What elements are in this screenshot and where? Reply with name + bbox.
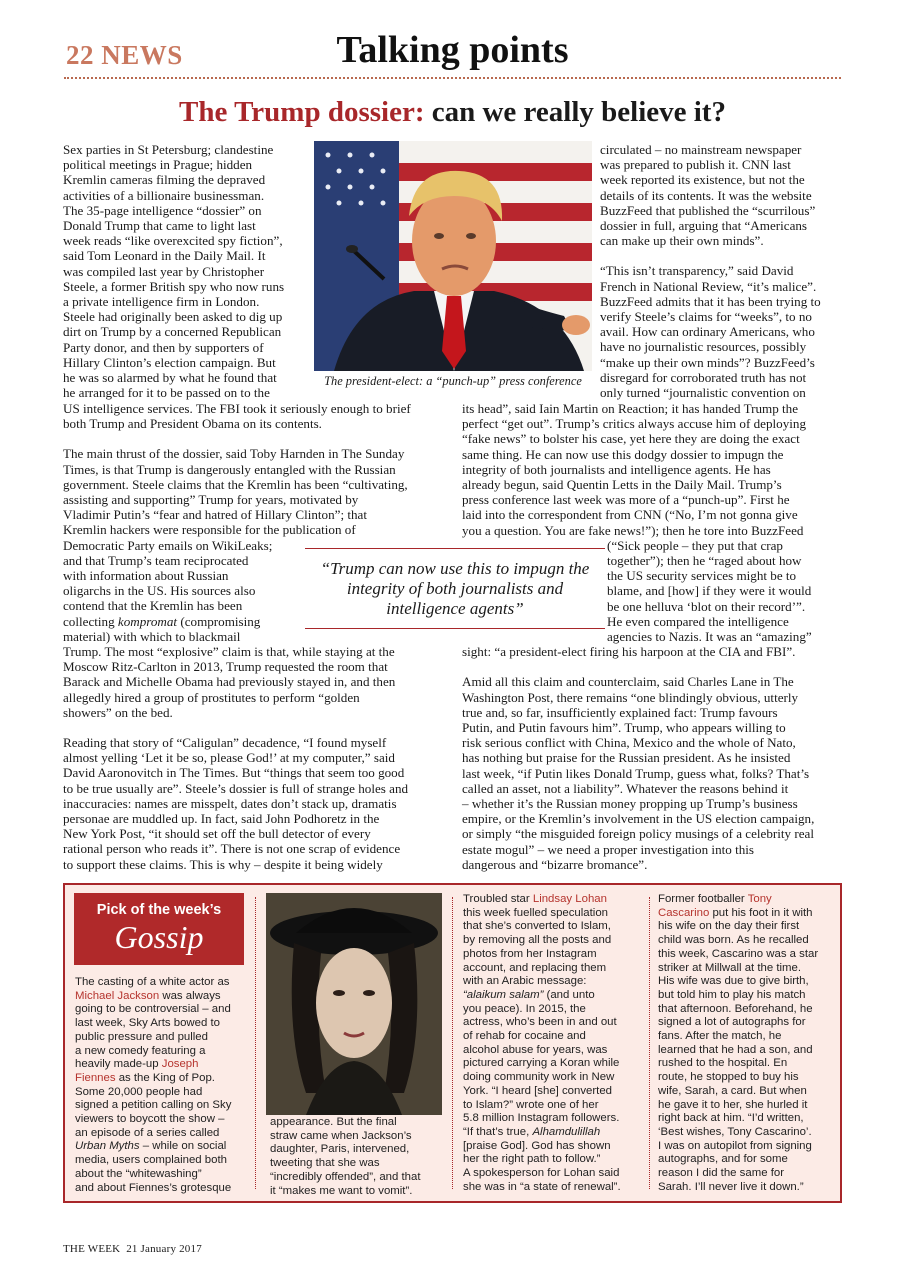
text-line: Donald Trump that came to light last <box>63 218 256 234</box>
text-line: child was born. As he recalled <box>658 934 809 947</box>
text-span: put his foot in it with <box>709 906 813 919</box>
text-line: The casting of a white actor as <box>75 976 230 988</box>
text-line: a new comedy featuring a <box>75 1044 206 1057</box>
text-line: Amid all this claim and counterclaim, said Charles Lane in The <box>462 674 794 690</box>
text-line: dirt on Trump by a concerned Republican <box>63 324 282 340</box>
person-name: Michael Jackson <box>75 989 160 1002</box>
text-line: to support these claims. This is why – despite it being widely <box>63 856 383 872</box>
gossip-banner-word: Gossip <box>114 919 204 955</box>
text-line: New York Post, “it should set off the bull detector of every <box>63 826 371 842</box>
text-line: Sex parties in St Petersburg; clandestine <box>63 142 274 157</box>
text-span: – while on social <box>139 1140 227 1153</box>
text-line: estate mogul” – we need a proper investigation into this <box>462 841 754 857</box>
text-line: A spokesperson for Lohan said <box>463 1167 620 1180</box>
text-line: both Trump and President Obama on its contents. <box>63 416 322 432</box>
text-line: that she’s converted to Islam, <box>463 920 611 933</box>
text-line: only turned “journalistic convention on <box>600 385 806 401</box>
text-line: can make up their own minds”. <box>600 233 764 249</box>
gossip-column-2 <box>270 1116 454 1198</box>
section-label: 22 NEWS <box>66 40 183 70</box>
text-line: it “makes me want to vomit”. <box>270 1184 413 1197</box>
arabic-phrase: “alaikum salam” <box>463 988 544 1001</box>
text-line: risk serious conflict with China, Mexico and the whole of Nato, <box>462 735 796 751</box>
text-line: BuzzFeed that published the “scurrilous” <box>600 202 816 218</box>
text-line: or simply “the misguided foreign policy musings of a celebrity real <box>462 826 814 842</box>
text-line: US intelligence services. The FBI took it seriously enough to brief <box>63 401 411 416</box>
text-line: together”); then he “raged about how <box>607 553 802 569</box>
text-line: appearance. But the final <box>270 1116 397 1128</box>
text-line: Times, is that Trump is dangerously entangled with the Russian <box>63 461 396 477</box>
trump-photo <box>314 141 592 371</box>
text-line: this week, Cascarino was a star <box>658 947 819 960</box>
text-line: dangerous and “bizarre bromance”. <box>462 856 648 872</box>
text-line: but told him to play his match <box>658 988 806 1001</box>
jackson-photo <box>266 893 442 1115</box>
text-line: wife, Sarah, a card. But when <box>658 1084 807 1097</box>
text-line: Party donor, and then by supporters of <box>63 339 264 355</box>
text-line: Kremlin cameras filming the depraved <box>63 172 266 188</box>
text-line: personae are muddled up. In fact, said John Podhoretz in the <box>63 811 380 827</box>
text-line: with an Arabic message: <box>463 975 587 988</box>
text-line: Hillary Clinton’s election campaign. But <box>63 354 276 370</box>
text-span: heavily made-up <box>75 1058 162 1071</box>
gossip-banner <box>74 893 244 965</box>
text-line: and that Trump’s team reciprocated <box>63 552 249 568</box>
text-line: details of its contents. It was the website <box>600 187 812 203</box>
text-line: Trump. The most “explosive” claim is that, while staying at the <box>63 644 395 660</box>
text-line: The main thrust of the dossier, said Toby Harnden in The Sunday <box>63 446 405 462</box>
text-line <box>75 1140 257 1154</box>
text-line: right back at him. “I’d written, <box>658 1112 804 1125</box>
text-line: that afternoon. Beforehand, he <box>658 1002 813 1015</box>
text-line: French in National Review, “it’s malice”. <box>600 278 817 294</box>
text-line: verify Steele’s claims for “weeks”, to no <box>600 309 812 325</box>
text-line: perfect “get out”. Trump’s critics always accuse him of deploying <box>462 416 806 432</box>
text-line: going to be controversial – and <box>75 1003 231 1016</box>
text-line: an episode of a series called <box>75 1126 220 1139</box>
person-name: Tony <box>747 893 772 905</box>
text-line: doing community work in New <box>463 1071 615 1084</box>
text-line: Vladimir Putin’s “fear and hatred of Hillary Clinton”; that <box>63 507 367 523</box>
text-line: he gave it to her, she hurled it <box>658 1098 808 1111</box>
text-line: week reported its existence, but not the <box>600 172 805 188</box>
text-span: Former footballer <box>658 893 748 905</box>
text-line: The 35-page intelligence “dossier” on <box>63 202 262 218</box>
text-line: “incredibly offended”, and that <box>270 1170 421 1183</box>
text-line: straw came when Jackson’s <box>270 1129 412 1142</box>
text-span: (and unto <box>543 988 595 1001</box>
text-line: agencies to Nazis. It was an “amazing” <box>607 629 812 645</box>
text-line <box>463 893 651 907</box>
text-line: He even compared the intelligence <box>607 613 789 629</box>
text-line: her the right path to follow.” <box>463 1153 601 1166</box>
text-line: she was in “a state of renewal”. <box>463 1180 621 1193</box>
text-line: laid into the correspondent from CNN (“No, I’m not gonna give <box>462 507 798 523</box>
text-line: the US security services might be to <box>607 568 797 584</box>
pull-quote: “Trump can now use this to impugn the integrity of both journalists and intelligence agents” <box>305 548 605 629</box>
page-footer: THE WEEK 21 January 2017 <box>63 1243 202 1255</box>
text-line: by removing all the posts and <box>463 934 612 947</box>
text-line: press conference last week was more of a “punch-up”. First he <box>462 492 790 508</box>
text-line: David Aaronovitch in The Times. But “things that seem too good <box>63 765 405 781</box>
text-line: Putin, and Putin favours him”. Trump, who appears willing to <box>462 720 786 736</box>
text-line: of rehab for cocaine and <box>463 1030 586 1043</box>
text-span: Troubled star <box>463 893 533 905</box>
text-line: rushed to the hospital. En <box>658 1057 788 1070</box>
gossip-column-3 <box>463 893 651 1194</box>
article-right-lower <box>462 401 845 872</box>
text-line <box>75 1058 257 1072</box>
text-line: he arranged for it to be passed on to the <box>63 385 270 401</box>
jackson-photo-illustration <box>266 893 442 1115</box>
text-line: oligarchs in the US. His sources also <box>63 583 256 599</box>
text-line: public pressure and pulled <box>75 1030 208 1043</box>
text-line: was prepared to publish it. CNN last <box>600 157 791 173</box>
text-line: political meetings in Prague; hidden <box>63 157 253 173</box>
text-line: actress, who’s been in and out <box>463 1016 617 1029</box>
text-line: Democratic Party emails on WikiLeaks; <box>63 537 273 553</box>
text-line: already begun, said Quentin Letts in the Daily Mail. Trump’s <box>462 477 782 493</box>
text-span: was always <box>159 989 221 1002</box>
article-left-column <box>63 142 313 400</box>
text-line: autographs, and for some <box>658 1153 788 1166</box>
text-line: Barack and Michelle Obama had previously stayed in, and then <box>63 674 396 690</box>
text-line: daughter, Paris, intervened, <box>270 1143 410 1156</box>
text-line: striker at Millwall at the time. <box>658 961 802 974</box>
show-title: Urban Myths <box>75 1140 140 1153</box>
text-line: York. “I heard [she] converted <box>463 1084 613 1097</box>
text-line: last week, Sky Arts bowed to <box>75 1017 220 1030</box>
text-line: “This isn’t transparency,” said David <box>600 263 794 279</box>
text-line <box>463 1126 651 1140</box>
text-line: rational person who reads it”. There is not one scrap of evidence <box>63 841 401 857</box>
text-line: 5.8 million Instagram followers. <box>463 1112 620 1125</box>
article-right-top <box>600 142 845 400</box>
gossip-column-4 <box>658 893 838 1194</box>
text-line <box>75 990 257 1004</box>
text-line: you a question. You are fake news!”); then he tore into BuzzFeed <box>462 522 804 538</box>
text-line: ‘Best wishes, Tony Cascarino’. <box>658 1125 812 1138</box>
text-line: account, and replacing them <box>463 961 607 974</box>
text-line: integrity of both journalists and intelligence agents. He has <box>462 461 771 477</box>
text-line: Kremlin hackers were responsible for the publication of <box>63 522 356 538</box>
text-line: Washington Post, there remains “one blindingly obvious, utterly <box>462 689 799 705</box>
text-line: disregard for corroborated truth has not <box>600 369 807 385</box>
text-line: (“Sick people – they put that crap <box>607 537 783 553</box>
text-line: pictured carrying a Koran while <box>463 1057 620 1070</box>
person-name: Cascarino <box>658 906 710 919</box>
text-line: assisting and supporting” Trump for years, motivated by <box>63 492 359 508</box>
text-span: as the King of Pop. <box>115 1071 215 1084</box>
text-line: Moscow Ritz-Carlton in 2013, Trump requested the room that <box>63 659 388 675</box>
text-line: be one helluva ‘blot on their record’”. <box>607 598 806 614</box>
kompromat-term: kompromat <box>117 613 178 629</box>
text-line: a private intelligence firm in London. <box>63 294 260 310</box>
text-line: media, users complained both <box>75 1154 227 1167</box>
text-line: called an asset, not a liability”. Whatever the reasons behind it <box>462 780 789 796</box>
text-line <box>463 989 651 1003</box>
text-line: circulated – no mainstream newspaper <box>600 142 802 157</box>
text-line: I was on autopilot from signing <box>658 1139 812 1152</box>
text-span: (compromising <box>177 613 261 629</box>
text-line: with information about Russian <box>63 568 229 584</box>
text-line: viewers to boycott the show – <box>75 1113 225 1126</box>
text-line: true and, so far, insufficiently explained fact: Trump favours <box>462 704 778 720</box>
text-line: photos from her Instagram <box>463 947 597 960</box>
text-line: showers” on the bed. <box>63 704 173 720</box>
text-line: its head”, said Iain Martin on Reaction; it has handed Trump the <box>462 401 799 416</box>
text-line: has nothing but praise for the Russian president. As he insisted <box>462 750 791 766</box>
text-line: Some 20,000 people had <box>75 1085 203 1098</box>
text-line: material) with which to blackmail <box>63 628 241 644</box>
text-line <box>658 893 838 907</box>
text-line: same thing. He can now use this dodgy dossier to impugn the <box>462 446 784 462</box>
text-line: this week fuelled speculation <box>463 906 609 919</box>
text-line: tweeting that she was <box>270 1157 380 1170</box>
text-line: alcohol abuse for years, was <box>463 1043 608 1056</box>
text-span: “If that’s true, <box>463 1125 533 1138</box>
text-line: to Islam?” wrote one of her <box>463 1098 599 1111</box>
text-line: dossier in full, arguing that “Americans <box>600 218 808 234</box>
text-line: week reads “like overexcited spy fiction”, <box>63 233 283 249</box>
text-line <box>658 907 838 921</box>
person-name: Lindsay Lohan <box>532 893 607 905</box>
text-line: said Tom Leonard in the Daily Mail. It <box>63 248 266 264</box>
text-line: his wife on the day their first <box>658 920 800 933</box>
text-line: route, he stopped to buy his <box>658 1071 799 1084</box>
text-line: Reading that story of “Caligulan” decadence, “I found myself <box>63 735 387 751</box>
text-line: Sarah. I’ll never live it down.” <box>658 1180 804 1193</box>
text-line: contend that the Kremlin has been <box>63 598 243 614</box>
text-line: inaccuracies: names are misspelt, dates don’t stack up, dramatis <box>63 795 397 811</box>
text-line: was compiled last year by Christopher <box>63 263 265 279</box>
gossip-banner-title: Pick of the week’s <box>96 902 222 918</box>
text-line: government. Steele claims that the Kremlin has been “cultivating, <box>63 476 408 492</box>
text-line: Steele, a former British spy who now runs <box>63 278 285 294</box>
text-line: activities of a billionaire businessman. <box>63 187 265 203</box>
text-line: blame, and [how] if they were it would <box>607 583 812 599</box>
text-line: avail. How can ordinary Americans, who <box>600 324 815 340</box>
text-line: empire, or the Kremlin’s involvement in the US election campaign, <box>462 811 815 827</box>
headline-rest: can we really believe it? <box>424 96 726 128</box>
text-line: to be true usually are”. Steele’s dossier is full of strange holes and <box>63 780 409 796</box>
page-title: Talking points <box>336 29 569 71</box>
text-line: and about Fiennes’s grotesque <box>75 1181 232 1194</box>
text-line: almost yelling ‘Let it be so, please God!’ at my computer,” said <box>63 750 395 766</box>
text-line: allegedly hired a group of prostitutes to perform “golden <box>63 689 360 705</box>
photo-caption: The president-elect: a “punch-up” press conference <box>324 374 582 388</box>
text-line: His wife was due to give birth, <box>658 975 809 988</box>
headline-lead: The Trump dossier: <box>179 96 425 128</box>
text-line <box>75 1072 257 1086</box>
text-line: BuzzFeed admits that it has been trying to <box>600 293 821 309</box>
article-left-lower <box>63 401 443 872</box>
text-line: sight: “a president-elect firing his harpoon at the CIA and FBI”. <box>462 644 796 660</box>
person-name: Joseph <box>161 1058 199 1071</box>
text-line: you peace). In 2015, the <box>463 1002 586 1015</box>
gossip-column-1 <box>75 976 257 1195</box>
person-name: Fiennes <box>75 1071 116 1084</box>
text-span: collecting <box>63 613 118 629</box>
trump-photo-illustration <box>314 141 592 371</box>
text-line: he was so alarmed by what he found that <box>63 370 277 386</box>
text-line: [praise God]. God has shown <box>463 1139 611 1152</box>
article-headline <box>0 96 905 129</box>
text-line: signed a petition calling on Sky <box>75 1099 232 1112</box>
arabic-phrase: Alhamdulillah <box>532 1125 601 1138</box>
text-line: reason I did the same for <box>658 1167 784 1180</box>
text-line: learned that he had a son, and <box>658 1043 813 1056</box>
text-line: Steele had originally been asked to dig up <box>63 309 283 325</box>
text-line: fans. After the match, he <box>658 1030 782 1043</box>
text-line: – whether it’s the Russian money propping up Trump’s business <box>462 796 798 812</box>
text-line: “make up their own minds”? BuzzFeed’s <box>600 354 815 370</box>
text-line: have no journalistic resources, possibly <box>600 339 807 355</box>
text-line: about the “whitewashing” <box>75 1167 202 1180</box>
text-line: signed a lot of autographs for <box>658 1016 806 1029</box>
text-line: last week, “if Putin likes Donald Trump, guess what, folks? That’s <box>462 765 810 781</box>
text-line: “fake news” to bolster his case, yet here they are doing the exact <box>462 431 800 447</box>
header-divider <box>64 77 841 79</box>
